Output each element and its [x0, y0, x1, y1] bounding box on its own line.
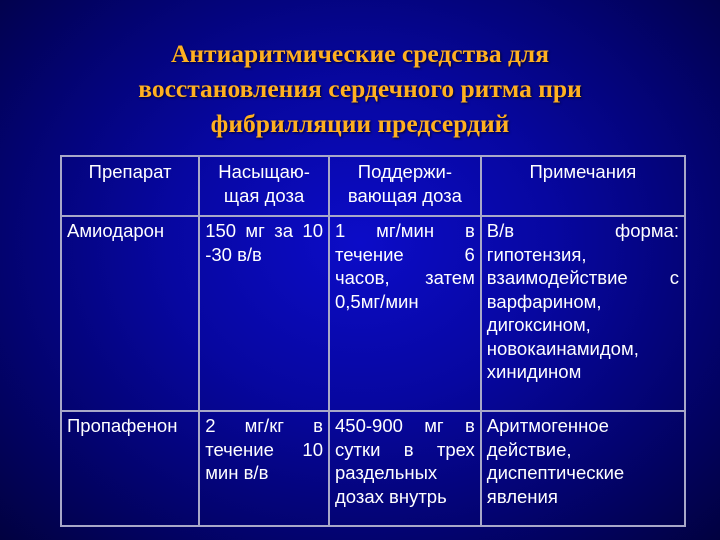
cell-maintenance-dose: 1 мг/мин в течение 6 часов, затем 0,5мг/мин — [329, 216, 481, 411]
title-line-1: Антиаритмические средства для — [170, 39, 550, 68]
title-line-2: восстановления сердечного ритма при — [138, 74, 582, 103]
header-maintenance-line-1: Поддержи- — [357, 161, 452, 182]
cell-loading-dose: 150 мг за 10 -30 в/в — [199, 216, 329, 411]
cell-drug: Пропафенон — [61, 411, 199, 526]
cell-notes: Аритмогенное действие, диспептические явления — [481, 411, 685, 526]
cell-notes: В/в форма: гипотензия, взаимодействие с варфарином, дигоксином, новокаинамидом, хинидином — [481, 216, 685, 411]
table-row — [61, 216, 685, 411]
header-loading-line-2: щая доза — [223, 184, 305, 206]
header-maintenance-line-2: вающая доза — [347, 184, 462, 206]
title-line-3: фибрилляции предсердий — [210, 109, 510, 138]
header-loading-line-1: Насыщаю- — [218, 161, 310, 182]
table-header-row — [61, 156, 685, 216]
cell-maintenance-dose: 450-900 мг в сутки в трех раздельных дозах внутрь — [329, 411, 481, 526]
cell-drug: Амиодарон — [61, 216, 199, 411]
slide-title — [40, 36, 680, 141]
header-drug: Препарат — [61, 156, 199, 216]
table-row — [61, 411, 685, 526]
header-maintenance-dose — [329, 156, 481, 216]
header-notes: Примечания — [481, 156, 685, 216]
cell-loading-dose: 2 мг/кг в течение 10 мин в/в — [199, 411, 329, 526]
header-loading-dose — [199, 156, 329, 216]
drug-table — [60, 155, 686, 527]
